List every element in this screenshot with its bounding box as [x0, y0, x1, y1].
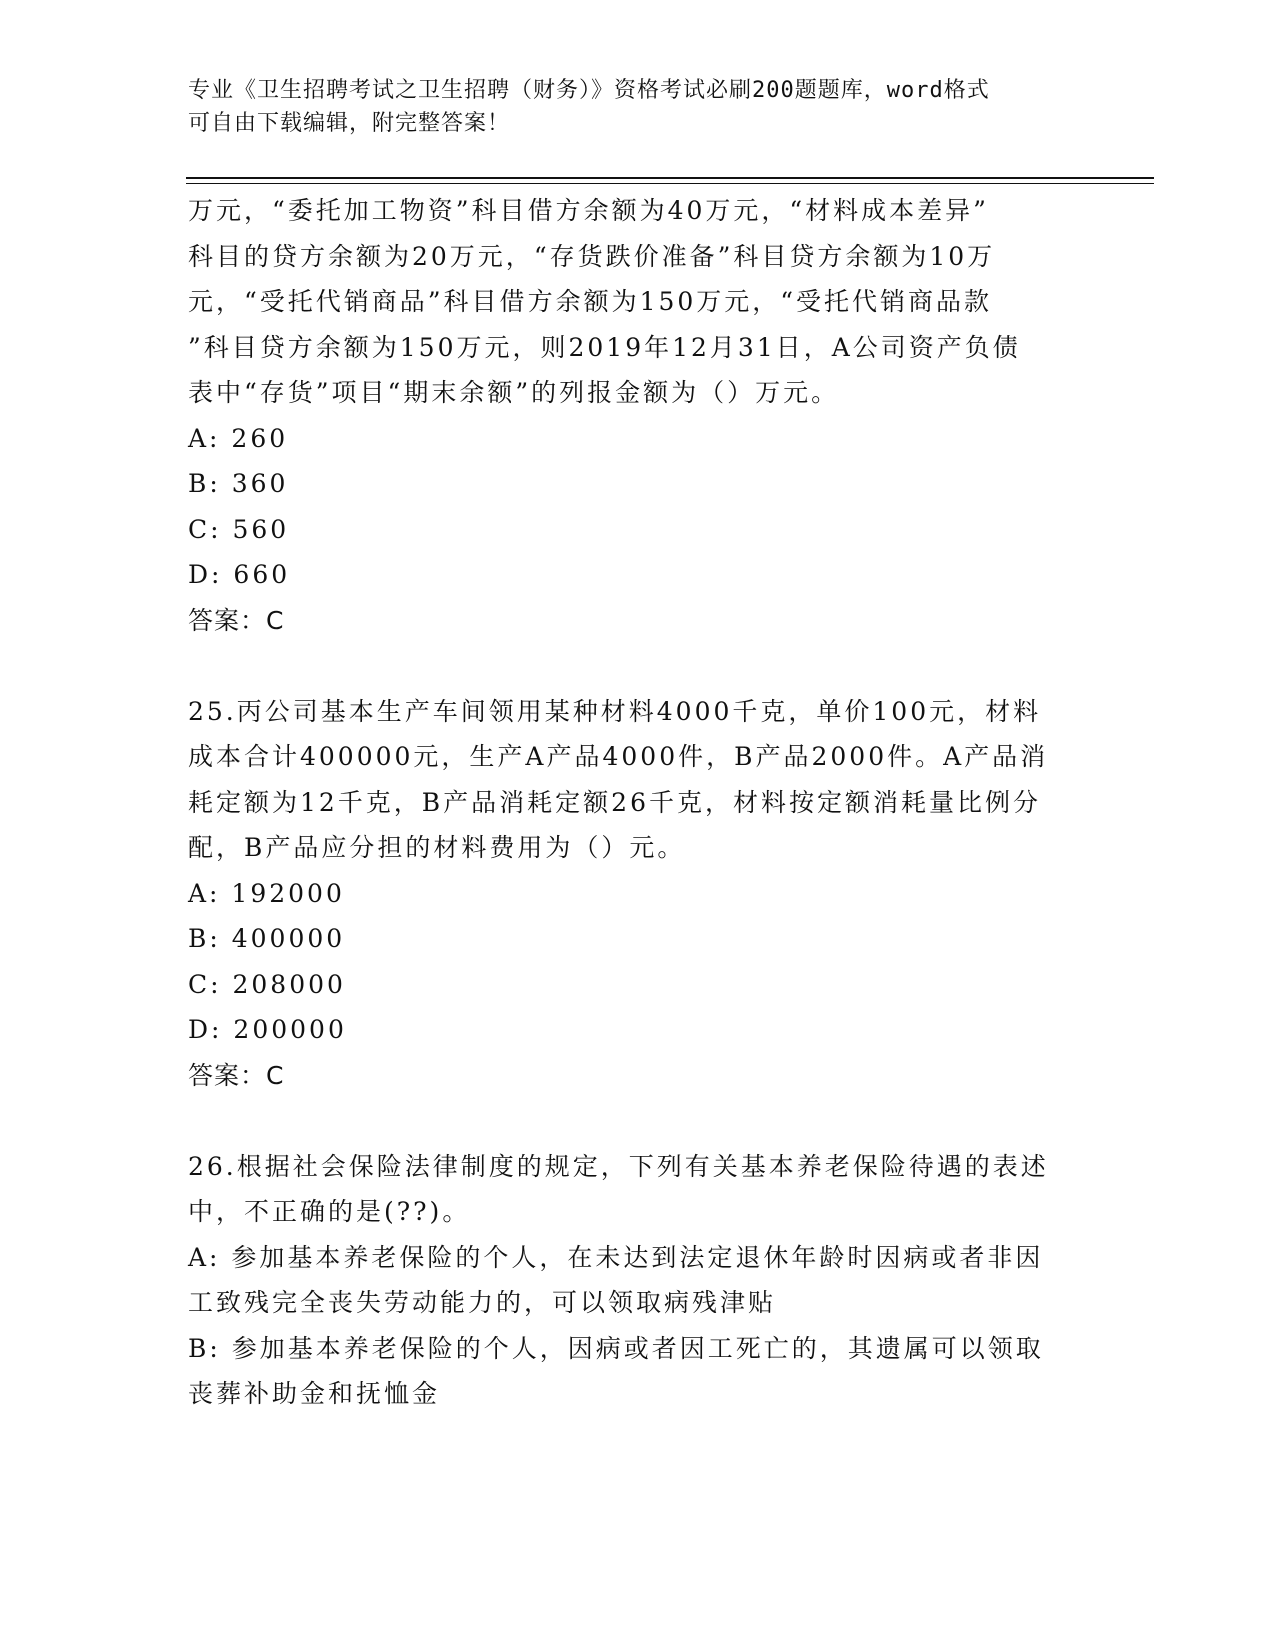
question-25-line-1: 25.丙公司基本生产车间领用某种材料4000千克，单价100元，材料 [188, 696, 1042, 726]
spacer [188, 643, 1088, 689]
question-25 [188, 689, 1088, 1099]
question-25-option-a: A: 192000 [188, 878, 345, 908]
question-26-line-1: 26.根据社会保险法律制度的规定，下列有关基本养老保险待遇的表述 [188, 1151, 1049, 1181]
header-line-2: 可自由下载编辑，附完整答案！ [188, 111, 511, 136]
question-26 [188, 1144, 1088, 1417]
question-25-line-3: 耗定额为12千克，B产品消耗定额26千克，材料按定额消耗量比例分 [188, 787, 1041, 817]
document-header [188, 74, 1068, 140]
header-divider-thin [186, 183, 1154, 184]
question-24-answer: 答案：C [188, 605, 285, 635]
question-25-line-2: 成本合计400000元，生产A产品4000件，B产品2000件。A产品消 [188, 742, 1049, 771]
question-24-line-3: 元，“受托代销商品”科目借方余额为150万元，“受托代销商品款 [188, 287, 993, 316]
question-24-line-1: 万元，“委托加工物资”科目借方余额为40万元，“材料成本差异” [188, 196, 989, 225]
question-25-option-b: B: 400000 [188, 924, 346, 953]
question-25-option-c: C: 208000 [188, 969, 346, 999]
header-line-1: 专业《卫生招聘考试之卫生招聘（财务）》资格考试必刷200题题库，word格式 [188, 78, 990, 103]
question-25-line-4: 配，B产品应分担的材料费用为（）元。 [188, 833, 686, 862]
question-25-answer: 答案：C [188, 1060, 285, 1090]
question-24-line-5: 表中“存货”项目“期末余额”的列报金额为（）万元。 [188, 378, 840, 407]
question-24-line-2: 科目的贷方余额为20万元，“存货跌价准备”科目贷方余额为10万 [188, 241, 996, 271]
question-26-option-a-line-1: A: 参加基本养老保险的个人，在未达到法定退休年龄时因病或者非因 [188, 1242, 1044, 1272]
question-25-option-d: D: 200000 [188, 1015, 347, 1044]
question-26-option-b-line-2: 丧葬补助金和抚恤金 [188, 1379, 441, 1408]
question-24-option-a: A: 260 [188, 423, 289, 453]
question-26-option-a-line-2: 工致残完全丧失劳动能力的，可以领取病残津贴 [188, 1288, 777, 1317]
question-24-line-4: ”科目贷方余额为150万元，则2019年12月31日，A公司资产负债 [188, 332, 1021, 362]
question-24-option-b: B: 360 [188, 469, 289, 498]
question-24-option-c: C: 560 [188, 514, 290, 544]
question-24 [188, 188, 1088, 643]
question-24-option-d: D: 660 [188, 560, 291, 589]
document-body [188, 188, 1088, 1417]
header-divider-thick [186, 177, 1154, 179]
question-26-line-2: 中，不正确的是(??)。 [188, 1197, 471, 1226]
question-26-option-b-line-1: B: 参加基本养老保险的个人，因病或者因工死亡的，其遗属可以领取 [188, 1333, 1044, 1363]
spacer [188, 1098, 1088, 1144]
